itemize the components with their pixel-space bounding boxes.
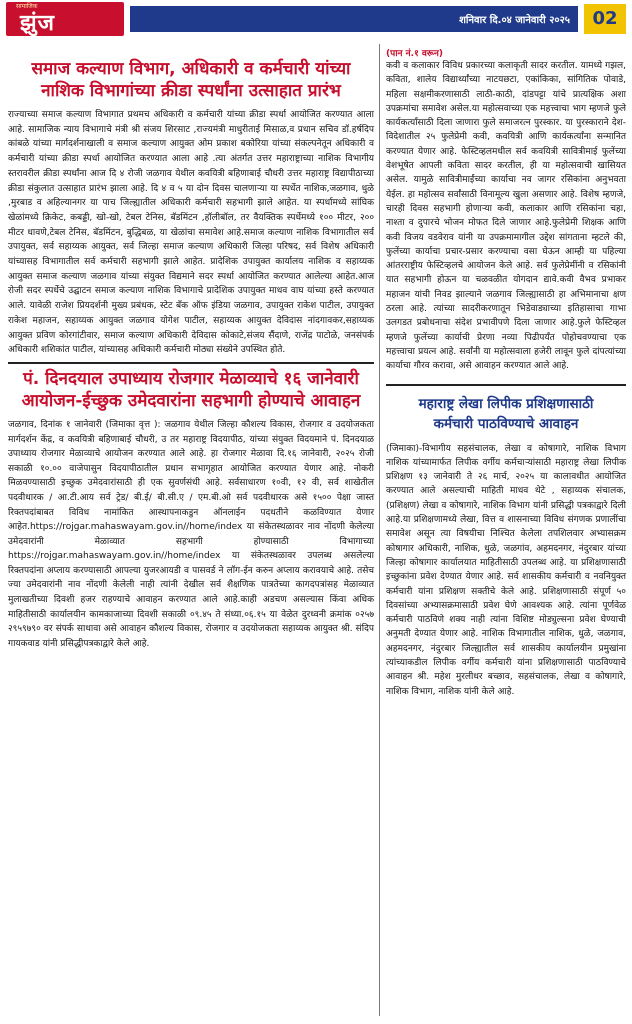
article-festival-body: कवी व कलाकार विविध प्रकारच्या कलाकृती सादर करतील. यामध्ये गझल, कविता, शालेय विद्यार्थ्यांच्या नाटयछटा, एकांकिका, सांगितिक पोवाडे, महिला सक्षमीकरणासाठी लाठी-काठी, दांडपट्टा यांचे प्रात्यक्षिक अशा उपक्रमांचा समावेश असेल.या महोत्सवाच्या एक महत्त्वाचा भाग म्हणजे फुले कार्यकर्त्यांसाठी दिला जाणारा फुले समाजरत्न पुरस्कार. या पुरस्काराने देश-विदेशातील २५ फुलेप्रेमी कवी, कवयित्री आणि कार्यकर्त्यांना सन्मानित करण्यात येणार आहे. फेस्टिव्हलमधील सर्व कवयित्री सावित्रीमाई फुलेंच्या वेशभूषेत आपली कविता सादर करतील, ही या महोत्सवाची खासियत असेल. यामुळे सावित्रीमाईंच्या कार्याचा नव जागर रसिकांना अनुभवता येईल. हा महोत्सव सर्वांसाठी विनामूल्य खुला असणार आहे. विशेष म्हणजे, चारही दिवस सहभागी होणाऱ्या कवी, कलाकार आणि रसिकांना चहा, नाश्ता व दुपारचे भोजन मोफत दिले जाणार आहे.फुलेप्रेमी शिक्षक आणि कवी विजय वडवेराव यांनी या उपक्रमामागील उद्देश सांगताना म्हटले की, फुलेंच्या कार्याचा प्रचार-प्रसार करण्याचा वसा घेऊन आम्ही या पहिल्या आंतरराष्ट्रीय फेस्टिव्हलचे आयोजन केले आहे. सर्व फुलेप्रेमींनी व रसिकांनी यात सहभागी होऊन या चळवळीत योगदान द्यावे.कवी वैभव प्रभाकर महाजन यांची निवड झाल्याने जळगाव जिल्ह्यासाठी हा अभिमानाचा क्षण ठरला आहे. त्यांच्या सादरीकरणातून भिडेवाड्याच्या इतिहासाचा गाभा उलगडत प्रबोधनाचा संदेश प्रभावीपणे दिला जाणार आहे.फुले फेस्टिव्हल म्हणजे फुलेंच्या कार्याची प्रेरणा नव्या पिढीपर्यंत पोहोचवण्याचा एक महत्त्वाचा प्रयत्न आहे. सर्वांनी या महोत्सवाला हजेरी लावून फुले दांपत्यांच्या कार्याचा गौरव करावा, असे आवाहन करण्यात आले आहे. — [386, 61, 626, 372]
headline-line: महाराष्ट्र लेखा लिपीक प्रशिक्षणासाठी — [418, 395, 594, 412]
date-bar — [130, 6, 578, 32]
newspaper-logo — [6, 2, 124, 36]
article-job-fair-headline — [8, 368, 374, 412]
masthead — [0, 0, 632, 38]
article-sports-headline — [8, 58, 374, 102]
left-column — [8, 44, 374, 651]
article-festival-continued — [386, 46, 626, 374]
article-sports — [8, 58, 374, 358]
article-job-fair-body: जळगाव, दिनांक १ जानेवारी (जिमाका वृत्त ): जळगाव येथील जिल्हा कौशल्य विकास, रोजगार व उदयोजकता मार्गदर्शन केंद्र, व कवयित्री बहिणाबाई चौधरी, उ तर महाराष्ट्र विदयापीठ, यांच्या संयुक्त विदयमाने पं. दिनदयाळ उपाध्याय रोजगार मेळाव्याचे आयोजन करण्यात आले आहे. हा रोजगार मेळावा दि.१६ जानेवारी, २०२५ रोजी सकाळी १०.०० वाजेपासुन विदयापीठातील प्रधान सभागृहात आयोजित करण्यात येणार आहे. नोकरी मिळवण्यासाठी इच्छुक उमेदवारांसाठी ही एक सुवर्णसंधी आहे. सर्वसाधारण १०वी, १२ वी, सर्व शाखेतील पदवीधारक / आ.टी.आय सर्व ट्रेड/ बी.ई/ बी.सी.ए / एम.बी.ओ सर्व पदवीधारक असे १५०० पेक्षा जास्त रिक्तपदांबाबत विविध नामांकित आस्थापनाकडुन ऑनलाईन पदधतीने कळविण्यात येणार आहेत.https://rojgar.mahaswayam.gov.in//home/index या संकेतस्थळावर नाव नोंदणी केलेल्या उमेदवारांनी मेळाव्यात सहभागी होण्यासाठी विभागाच्या https://rojgar.mahaswayam.gov.in//home/index या संकेतस्थळावर उपलब्ध असलेल्या रिक्तपदांना अप्लाय करण्यासाठी आपल्या युजरआयडी व पासवर्ड ने लॉग-ईन करुन अप्लाय करावयाचे आहे. तसेच ज्या उमेदवारांनी नाव नोंदणी केलेली नाही त्यांनी देखील सर्व शैक्षणिक पात्रतेच्या कागदपत्रांसह मेळाव्यात मुलाखतीच्या दिवशी हजर राहण्याचे आवाहन करण्यात आले आहे.काही अडचण असल्यास किंवा अधिक माहितीसाठी कार्यालयीन कामकाजाच्या दिवशी सकाळी ०९.४५ ते संध्या.०६.१५ या वेळेत दुरध्वनी क्रमांक ०२५७ २९५९७९० वर संपर्क साधावा असे आवाहन कौशल्य विकास, रोजगार व उदयोजकता सहाय्यक आयुक्त श्री. संदिप गायकवाड यांनी प्रसिद्धीपत्रकाद्वारे केले आहे. — [8, 419, 374, 649]
issue-date: शनिवार दि.०४ जानेवारी २०२५ — [459, 15, 570, 26]
headline-line: नाशिक विभागांच्या क्रीडा स्पर्धांना उत्साहात प्रारंभ — [41, 81, 341, 101]
headline-line: समाज कल्याण विभाग, अधिकारी व कर्मचारी यांच्या — [31, 59, 351, 79]
article-accounts-training — [386, 394, 626, 699]
column-divider — [379, 44, 380, 1016]
article-separator — [386, 384, 626, 386]
logo-tagline: सामाजिक — [16, 3, 38, 10]
headline-line: कर्मचारी पाठविण्याचे आवाहन — [433, 415, 579, 432]
logo-title: झुंज — [20, 10, 55, 36]
headline-line: पं. दिनदयाल उपाध्याय रोजगार मेळाव्याचे १६ जानेवारी — [23, 368, 359, 389]
article-separator — [8, 362, 374, 364]
article-accounts-body: (जिमाका)-विभागीय सहसंचालक, लेखा व कोषागारे, नाशिक विभाग नाशिक यांच्यामार्फत लिपीक वर्गीय कर्मचाऱ्यांसाठी महाराष्ट्र लेखा लिपीक प्रशिक्षण १३ जानेवारी ते २६ मार्च, २०२५ या कालावधीत आयोजित करण्यात आले असल्याची माहिती माधव थेटे , सहाय्यक संचालक, (प्रशिक्षण) लेखा व कोषागारे, नाशिक विभाग यांनी प्रसिद्धी पत्रकाद्वारे दिली आहे.या प्रशिक्षणामध्ये लेखा, वित्त व शासनाच्या विविध संगणक प्रणालींचा समावेश असून त्या विषयीचा निश्चित केलेला तपशिलवार अभ्यासक्रम कोषागार अधिकारी, नाशिक, धुळे, जळगांव, अहमदनगर, नंदुरबार यांच्या जिल्हा कोषागार कार्यालयात माहितीसाठी उपलब्ध आहे. या प्रशिक्षणासाठी इच्छुकांना प्रवेश देण्यात येणार आहे. सर्व शासकीय कर्मचारी व नवनियुक्त कर्मचारी यांना प्रशिक्षण सक्तीचे केले आहे. प्रशिक्षणासाठी संपूर्ण ५० दिवसांच्या अभ्यासक्रमासाठी प्रवेश घेणे आवश्यक आहे. त्यांना पूर्णवेळ कर्मचारी पाठविणे शक्य नाही त्यांना विशिष्ट मोड्युल्सना प्रवेश घेण्याची अनुमती देण्यात येणार आहे. नाशिक विभागातील नाशिक, धुळे, जळगाव, अहमदनगर, नंदुरबार जिल्ह्यातील सर्व शासकीय कार्यालयीन प्रमुखांना त्यांच्याकडील लिपीक वर्गीय कर्मचारी यांना प्रशिक्षणासाठी पाठविण्याचे आवाहन श्री. महेश मुरलीधर बच्छाव, सहसंचालक, लेखा व कोषागारे, नाशिक विभाग, नाशिक यांनी केले आहे. — [386, 443, 626, 697]
right-column — [386, 44, 626, 699]
article-job-fair — [8, 368, 374, 652]
article-sports-body: राज्याच्या समाज कल्याण विभागात प्रथमच अधिकारी व कर्मचारी यांच्या क्रीडा स्पर्धा आयोजित करण्यात आला आहे. सामाजिक न्याय विभागाचे मंत्री श्री संजय शिरसाट ,राज्यमंत्री माधुरीताई मिसाळ,व प्रधान सचिव डॉ.हर्षदिप कांबळे यांच्या मार्गदर्शनाखाली व समाज कल्याण आयुक्त ओम प्रकाश बकोरिया यांच्या संकल्पनेतून अधिकारी व कर्मचारी यांच्या क्रीडा स्पर्धा आयोजित करण्यात आला आहे .त्या अंतर्गत उत्तर महाराष्ट्राच्या नाशिक विभागीय स्तरावरील क्रीडा स्पर्धांना आज दि ४ रोजी जळगाव येथील कवयित्री बहिणाबाई चौधरी उत्तर महाराष्ट्र विद्यापीठाच्या क्रीडा संकुलात उत्साहात प्रारंभ झाला आहे. दि ४ व ५ या दोन दिवस चालणाऱ्या या स्पर्धेत नाशिक,जळगाव, धुळे ,मुरबाड व अहिल्यानगर या पाच जिल्ह्यातील अधिकारी कर्मचारी सहभागी झाले आहेत. या स्पर्धामध्ये सांघिक खेळांमध्ये क्रिकेट, कबड्डी, खो-खो, टेबल टेनिस, बॅडमिंटन ,हॉलीबॉल, तर वैयक्तिक स्पर्धेमध्ये १०० मीटर, २०० मीटर धावणे,टेबल टेनिस, बॅडमिंटन, बुद्धिबळ, या खेळांचा समावेश आहे.समाज कल्याण नाशिक विभागातील सर्व उपायुक्त, सर्व सहाय्यक आयुक्त, सर्व जिल्हा समाज कल्याण अधिकारी जिल्हा परिषद, सर्व विशेष अधिकारी यांच्यासह विभागातील सर्व कर्मचारी सहभागी झाले आहेत. प्रादेशिक उपायुक्त कार्यालय नाशिक व सहाय्यक आयुक्त समाज कल्याण जळगाव यांच्या संयुक्त विद्यमाने सदर स्पर्धा आयोजित करण्यात आलेल्या आहेत.आज रोजी सदर स्पर्धेचे उद्घाटन समाज कल्याण नाशिक विभागाचे प्रादेशिक उपायुक्त माधव वाघ यांच्या हस्ते करण्यात आले. यावेळी राजेश प्रियदर्शनी मुख्य प्रबंधक, स्टेट बँक ऑफ इंडिया जळगाव, उपायुक्त राकेश पाटील, उपायुक्त राकेश महाजन, सहाय्यक आयुक्त जळगाव योगेश पाटील, सहाय्यक आयुक्त देविदास नांदगावकर,सहाय्यक आयुक्त प्रविण कोरगांटीवार, समाज कल्याण अधिकारी देविदास कोकाटे,संजय सैंदाणे, राजेंद्र पाटोळे, जनसंपर्क अधिकारी शशिकांत पाटील, यांच्यासह अधिकारी कर्मचारी मोठ्या संख्येने उपस्थित होते. — [8, 110, 374, 356]
page-number: 02 — [584, 4, 626, 34]
article-accounts-headline — [386, 394, 626, 434]
continued-from-label: (पान नं.१ वरून) — [386, 49, 444, 59]
headline-line: आयोजन-ईच्छुक उमेदवारांना सहभागी होण्याचे आवाहन — [21, 390, 361, 411]
